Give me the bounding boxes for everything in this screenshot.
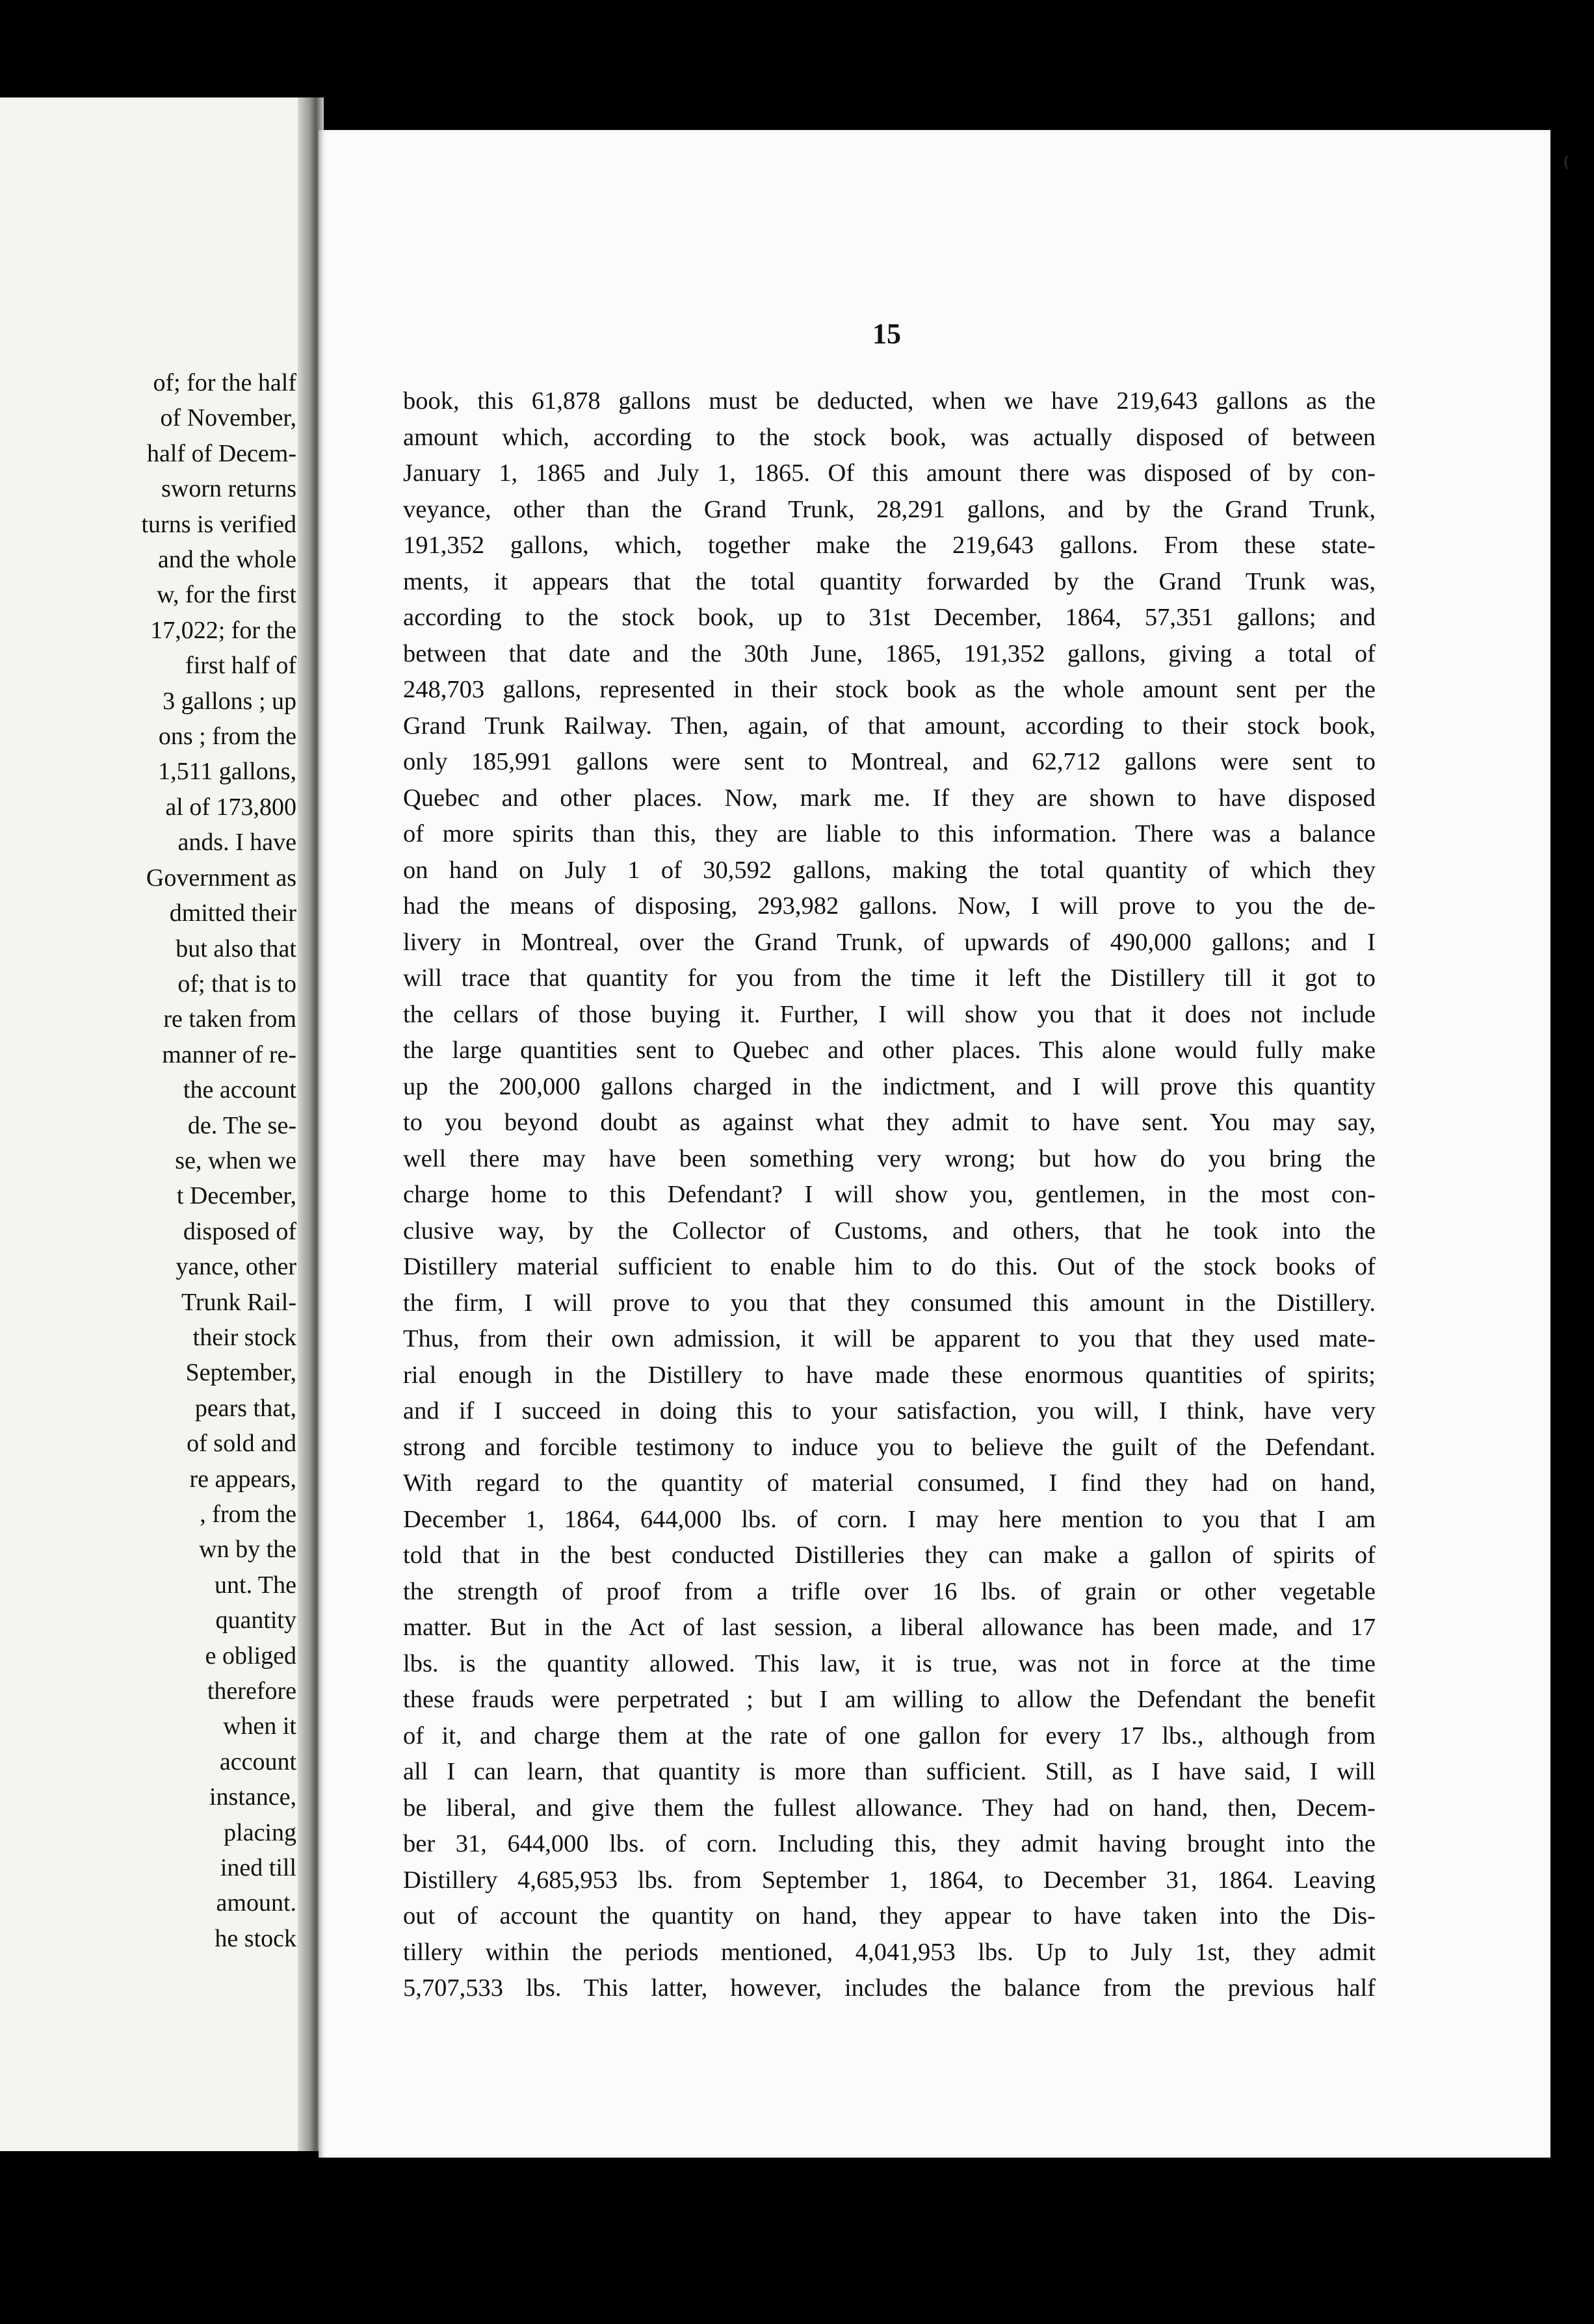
left-page-line: the account <box>183 1076 296 1104</box>
left-page-line: placing <box>224 1818 296 1846</box>
text-line: the firm, I will prove to you that they consumed this amount in the Distillery. <box>403 1289 1376 1317</box>
left-page-line: Trunk Rail- <box>181 1288 296 1316</box>
left-page-line: t December, <box>176 1182 296 1210</box>
left-page-line: wn by the <box>199 1536 296 1564</box>
text-line: between that date and the 30th June, 1865, 191,352 gallons, giving a total of <box>403 639 1376 667</box>
text-line: up the 200,000 gallons charged in the indictment, and I will prove this quantity <box>403 1072 1376 1100</box>
left-page-line: their stock <box>192 1323 296 1351</box>
text-line: of it, and charge them at the rate of one gallon for every 17 lbs., although from <box>403 1722 1376 1749</box>
text-line: Thus, from their own admission, it will be apparent to you that they used mate- <box>403 1325 1376 1352</box>
text-line: Grand Trunk Railway. Then, again, of that amount, according to their stock book, <box>403 712 1376 740</box>
text-line: December 1, 1864, 644,000 lbs. of corn. I may here mention to you that I am <box>403 1505 1376 1533</box>
left-page-line: account <box>219 1748 296 1775</box>
left-page-line: se, when we <box>175 1146 296 1174</box>
text-line: these frauds were perpetrated ; but I am willing to allow the Defendant the benefit <box>403 1686 1376 1713</box>
text-line: charge home to this Defendant? I will show you, gentlemen, in the most con- <box>403 1181 1376 1208</box>
text-line: will trace that quantity for you from the time it left the Distillery till it got to <box>403 964 1376 992</box>
left-page-line: e obliged <box>205 1642 296 1670</box>
text-line: Distillery 4,685,953 lbs. from September 1, 1864, to December 31, 1864. Leaving <box>403 1866 1376 1894</box>
left-page-line: ined till <box>220 1854 296 1882</box>
left-page-text-column <box>141 365 296 1956</box>
left-page-line: of November, <box>160 404 296 432</box>
left-page-line: ons ; from the <box>158 723 296 751</box>
text-line: tillery within the periods mentioned, 4,041,953 lbs. Up to July 1st, they admit <box>403 1938 1376 1966</box>
text-line: ments, it appears that the total quantity forwarded by the Grand Trunk was, <box>403 567 1376 595</box>
text-line: the cellars of those buying it. Further, I will show you that it does not include <box>403 1000 1376 1028</box>
left-page-line: he stock <box>215 1924 296 1952</box>
text-line: well there may have been something very wrong; but how do you bring the <box>403 1144 1376 1172</box>
text-line: only 185,991 gallons were sent to Montreal, and 62,712 gallons were sent to <box>403 748 1376 775</box>
text-line: and if I succeed in doing this to your satisfaction, you will, I think, have very <box>403 1397 1376 1425</box>
text-line: Distillery material sufficient to enable him to do this. Out of the stock books of <box>403 1253 1376 1280</box>
text-line: strong and forcible testimony to induce you to believe the guilt of the Defendant. <box>403 1433 1376 1461</box>
text-line: of more spirits than this, they are liable to this information. There was a balance <box>403 820 1376 847</box>
text-line: all I can learn, that quantity is more than sufficient. Still, as I have said, I will <box>403 1758 1376 1785</box>
left-page-line: first half of <box>185 652 296 680</box>
left-page-line: re appears, <box>189 1465 296 1493</box>
left-page-line: al of 173,800 <box>165 793 296 821</box>
left-page-line: therefore <box>207 1677 296 1705</box>
left-page-line: manner of re- <box>162 1040 296 1068</box>
text-line: veyance, other than the Grand Trunk, 28,291 gallons, and by the Grand Trunk, <box>403 495 1376 523</box>
left-page-line: of; that is to <box>177 970 296 998</box>
text-line: to you beyond doubt as against what they admit to have sent. You may say, <box>403 1109 1376 1136</box>
text-line: rial enough in the Distillery to have made these enormous quantities of spirits; <box>403 1361 1376 1389</box>
text-line: 191,352 gallons, which, together make the 219,643 gallons. From these state- <box>403 532 1376 559</box>
text-line: matter. But in the Act of last session, a liberal allowance has been made, and 17 <box>403 1614 1376 1641</box>
text-line: according to the stock book, up to 31st December, 1864, 57,351 gallons; and <box>403 604 1376 631</box>
text-line: told that in the best conducted Distilleries they can make a gallon of spirits of <box>403 1542 1376 1569</box>
text-line: the large quantities sent to Quebec and other places. This alone would fully make <box>403 1037 1376 1064</box>
left-page-line: turns is verified <box>141 510 296 538</box>
text-line: out of account the quantity on hand, they appear to have taken into the Dis- <box>403 1902 1376 1930</box>
left-page-line: , from the <box>200 1501 296 1528</box>
text-line: clusive way, by the Collector of Customs, and others, that he took into the <box>403 1217 1376 1245</box>
text-line: With regard to the quantity of material consumed, I find they had on hand, <box>403 1469 1376 1497</box>
text-line: amount which, according to the stock book, was actually disposed of between <box>403 423 1376 451</box>
left-page-line: September, <box>185 1359 296 1387</box>
left-page-line: 17,022; for the <box>150 616 296 644</box>
text-line: on hand on July 1 of 30,592 gallons, making the total quantity of which they <box>403 856 1376 884</box>
left-page-line: Government as <box>146 864 296 892</box>
body-text <box>403 383 1376 2007</box>
left-page-line: ands. I have <box>177 829 296 857</box>
text-line: lbs. is the quantity allowed. This law, it is true, was not in force at the time <box>403 1649 1376 1677</box>
left-page-line: 3 gallons ; up <box>163 687 296 715</box>
left-page <box>0 97 300 2151</box>
text-line: January 1, 1865 and July 1, 1865. Of this amount there was disposed of by con- <box>403 459 1376 487</box>
left-page-line: re taken from <box>163 1005 296 1033</box>
left-page-line: de. The se- <box>187 1111 296 1139</box>
left-page-line: unt. The <box>215 1571 296 1599</box>
text-line: ber 31, 644,000 lbs. of corn. Including this, they admit having brought into the <box>403 1830 1376 1857</box>
text-line: livery in Montreal, over the Grand Trunk, of upwards of 490,000 gallons; and I <box>403 928 1376 956</box>
left-page-line: instance, <box>209 1783 296 1811</box>
text-line: the strength of proof from a trifle over 16 lbs. of grain or other vegetable <box>403 1577 1376 1605</box>
left-page-line: of; for the half <box>153 369 296 396</box>
left-page-line: when it <box>223 1712 296 1740</box>
page-corner-mark: ( <box>1563 153 1570 171</box>
left-page-line: but also that <box>176 935 296 962</box>
left-page-line: quantity <box>215 1607 296 1634</box>
text-line: be liberal, and give them the fullest allowance. They had on hand, then, Decem- <box>403 1794 1376 1822</box>
left-page-line: sworn returns <box>161 475 296 503</box>
left-page-line: half of Decem- <box>147 439 296 467</box>
left-page-line: and the whole <box>157 546 296 574</box>
text-line: Quebec and other places. Now, mark me. If they are shown to have disposed <box>403 784 1376 812</box>
left-page-line: dmitted their <box>169 899 296 927</box>
text-line: 248,703 gallons, represented in their stock book as the whole amount sent per the <box>403 676 1376 703</box>
text-line: book, this 61,878 gallons must be deducted, when we have 219,643 gallons as the <box>403 387 1376 415</box>
left-page-line: amount. <box>216 1889 296 1917</box>
page-number: 15 <box>872 318 901 350</box>
text-line: had the means of disposing, 293,982 gallons. Now, I will prove to you the de- <box>403 892 1376 920</box>
left-page-line: pears that, <box>194 1394 296 1422</box>
left-page-line: 1,511 gallons, <box>158 758 296 786</box>
left-page-line: w, for the first <box>157 581 296 609</box>
left-page-line: yance, other <box>176 1253 296 1281</box>
left-page-line: of sold and <box>187 1430 296 1458</box>
left-page-line: disposed of <box>183 1217 296 1245</box>
text-line: 5,707,533 lbs. This latter, however, includes the balance from the previous half <box>403 1974 1376 2002</box>
